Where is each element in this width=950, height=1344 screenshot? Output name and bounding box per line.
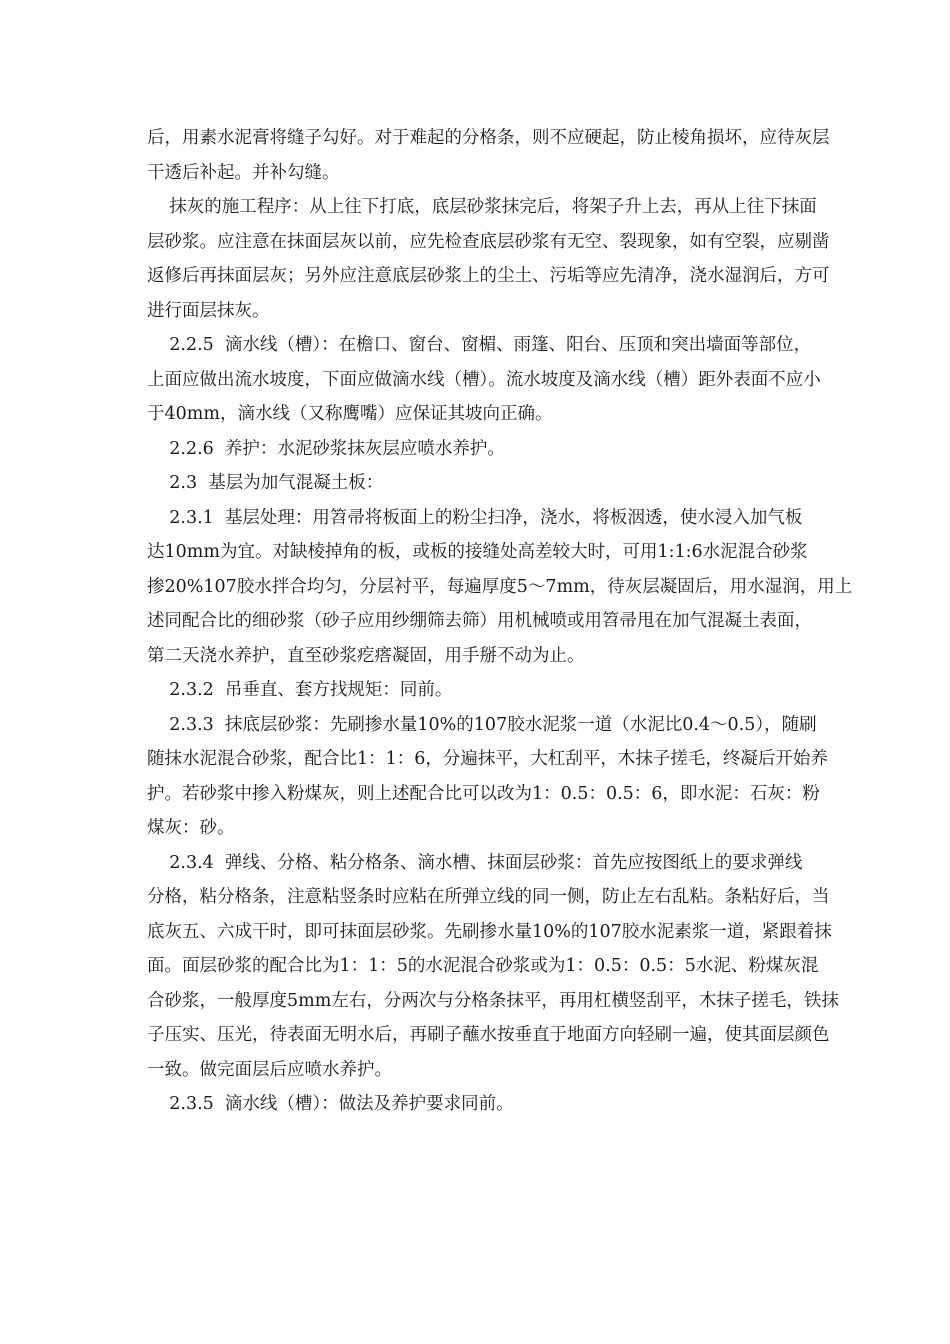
text-line: 层砂浆。应注意在抹面层灰以前，应先检查底层砂浆有无空、裂现象，如有空裂，应剔凿 <box>147 231 830 252</box>
text-line: 2.3.4 弹线、分格、粘分格条、滴水槽、抹面层砂浆：首先应按图纸上的要求弹线 <box>147 852 803 873</box>
text-line: 面。面层砂浆的配合比为1：1：5的水泥混合砂浆或为1：0.5：0.5：5水泥、粉煤灰混 <box>147 956 819 976</box>
text-line: 2.2.6 养护：水泥砂浆抹灰层应喷水养护。 <box>147 438 505 459</box>
text-line: 随抹水泥混合砂浆，配合比1：1：6，分遍抹平，大杠刮平，木抹子搓毛，终凝后开始养 <box>147 749 828 769</box>
text-line: 后，用素水泥膏将缝子勾好。对于难起的分格条，则不应硬起，防止棱角损坏，应待灰层 <box>147 128 830 148</box>
text-line: 子压实、压光，待表面无明水后，再刷子蘸水按垂直于地面方向轻刷一遍，使其面层颜色 <box>147 1025 830 1045</box>
text-line: 底灰五、六成干时，即可抹面层砂浆。先刷掺水量10%的107胶水泥素浆一道，紧跟着抹 <box>147 921 832 942</box>
text-line: 一致。做完面层后应喷水养护。 <box>147 1059 392 1080</box>
text-line: 返修后再抹面层灰；另外应注意底层砂浆上的尘土、污垢等应先清净，浇水湿润后，方可 <box>147 266 830 286</box>
text-line: 2.3.3 抹底层砂浆：先刷掺水量10%的107胶水泥浆一道（水泥比0.4～0.5），随刷 <box>147 714 817 735</box>
text-line: 2.3 基层为加气混凝土板： <box>147 473 384 493</box>
text-line: 第二天浇水养护，直至砂浆疙瘩凝固，用手掰不动为止。 <box>147 645 585 666</box>
text-line: 合砂浆，一般厚度5mm左右，分两次与分格条抹平，再用杠横竖刮平，木抹子搓毛，铁抹 <box>147 990 839 1011</box>
text-line: 掺20%107胶水拌合均匀，分层衬平，每遍厚度5～7mm，待灰层凝固后，用水湿润，用上 <box>147 576 853 597</box>
text-line: 述同配合比的细砂浆（砂子应用纱绷筛去筛）用机械喷或用笤帚甩在加气混凝土表面， <box>147 611 812 631</box>
text-line: 干透后补起。并补勾缝。 <box>147 162 340 183</box>
text-line: 进行面层抹灰。 <box>147 300 270 321</box>
text-line: 2.3.2 吊垂直、套方找规矩：同前。 <box>147 680 453 700</box>
text-line: 2.2.5 滴水线（槽）：在檐口、窗台、窗楣、雨篷、阳台、压顶和突出墙面等部位， <box>147 335 812 355</box>
body-text <box>147 121 882 1122</box>
text-line: 达10mm为宜。对缺棱掉角的板，或板的接缝处高差较大时，可用1:1:6水泥混合砂浆 <box>147 542 808 562</box>
text-line: 上面应做出流水坡度，下面应做滴水线（槽）。流水坡度及滴水线（槽）距外表面不应小 <box>147 369 821 390</box>
text-line: 2.3.1 基层处理：用笤帚将板面上的粉尘扫净，浇水，将板洇透，使水浸入加气板 <box>147 507 803 528</box>
text-line: 于40mm，滴水线（又称鹰嘴）应保证其坡向正确。 <box>147 404 553 424</box>
text-line: 分格，粘分格条，注意粘竖条时应粘在所弹立线的同一侧，防止左右乱粘。条粘好后，当 <box>147 887 830 907</box>
text-line: 抹灰的施工程序：从上往下打底，底层砂浆抹完后，将架子升上去，再从上往下抹面 <box>147 197 817 217</box>
text-line: 煤灰：砂。 <box>147 818 235 838</box>
text-line: 护。若砂浆中掺入粉煤灰，则上述配合比可以改为1：0.5：0.5：6，即水泥：石灰：粉 <box>147 783 820 804</box>
text-line: 2.3.5 滴水线（槽）：做法及养护要求同前。 <box>147 1094 514 1114</box>
